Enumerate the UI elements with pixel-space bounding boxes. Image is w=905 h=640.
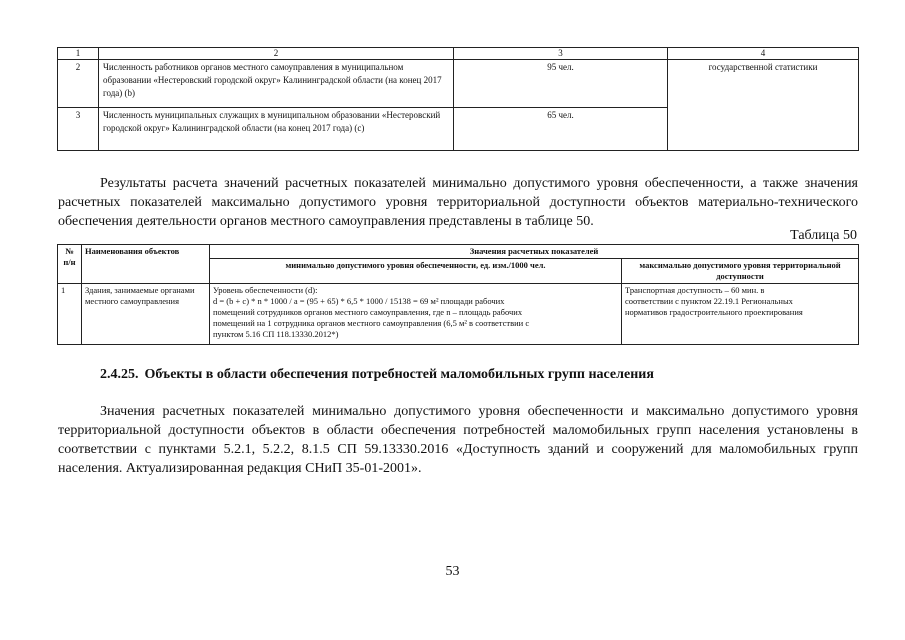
- table-caption: Таблица 50: [790, 228, 857, 243]
- section-paragraph-text: Значения расчетных показателей минимально допустимого уровня обеспеченности и максимально допустимого уровня территориальной доступности объектов в области обеспечения потребностей маломобильных групп населения установлены в соответствии с пунктами 5.2.1, 5.2.2, 8.1.5 СП 59.13330.2016 «Доступность зданий и сооружений для маломобильных групп населения. Актуализированная редакция СНиП 35-01-2001».: [58, 404, 858, 476]
- row-value: 65 чел.: [454, 108, 668, 151]
- min-level-line: помещений на 1 сотрудника органов местного самоуправления (6,5 м² в соответствии с: [213, 318, 530, 328]
- results-paragraph-text: Результаты расчета значений расчетных показателей минимально допустимого уровня обеспеченности, а также значения расчетных показателей максимально допустимого уровня территориальной доступности объектов материально-технического обеспечения деятельности органов местного самоуправления представлены в таблице 50.: [58, 176, 858, 229]
- row-number: 3: [58, 108, 99, 151]
- row-number: 2: [58, 60, 99, 108]
- section-number: 2.4.25.: [100, 367, 139, 382]
- row-name: Здания, занимаемые органами местного самоуправления: [82, 284, 210, 345]
- max-level-line: соответствии с пунктом 22.19.1 Региональных: [625, 296, 793, 306]
- max-level-line: Транспортная доступность – 60 мин. в: [625, 285, 765, 295]
- row-source: государственной статистики: [668, 60, 859, 151]
- page-number: 53: [445, 564, 460, 579]
- row-value: 95 чел.: [454, 60, 668, 108]
- min-level-line: d = (b + c) * n * 1000 / a = (95 + 65) * 6,5 * 1000 / 15138 = 69 м² площади рабочих: [213, 296, 505, 306]
- table-header-row: [58, 48, 859, 60]
- row-name: Численность работников органов местного самоуправления в муниципальном образовании «Нестеровский городской округ» Калининградской области (на конец 2017 года) (b): [99, 60, 454, 108]
- column-number-4: 4: [668, 48, 859, 60]
- column-number-2: 2: [99, 48, 454, 60]
- max-level-line: нормативов градостроительного проектирования: [625, 307, 803, 317]
- header-values-group: Значения расчетных показателей: [210, 245, 859, 259]
- section-heading: [100, 366, 654, 384]
- section-title: Объекты в области обеспечения потребностей маломобильных групп населения: [144, 367, 654, 382]
- min-level-cell: [210, 284, 622, 345]
- column-number-3: 3: [454, 48, 668, 60]
- table-row: [58, 60, 859, 108]
- column-number-1: 1: [58, 48, 99, 60]
- row-name: Численность муниципальных служащих в муниципальном образовании «Нестеровский городской округ» Калининградской области (на конец 2017 года) (c): [99, 108, 454, 151]
- header-name: Наименования объектов: [82, 245, 210, 284]
- header-num: № п/н: [58, 245, 82, 284]
- max-level-cell: [622, 284, 859, 345]
- results-paragraph: [58, 174, 858, 231]
- table-header-row: [58, 245, 859, 259]
- header-min-level: минимально допустимого уровня обеспеченности, ед. изм./1000 чел.: [210, 259, 622, 284]
- min-level-line: пунктом 5.16 СП 118.13330.2012*): [213, 329, 339, 339]
- row-number: 1: [58, 284, 82, 345]
- indicators-table: [57, 47, 859, 151]
- section-paragraph: [58, 402, 858, 478]
- table-row: [58, 284, 859, 345]
- min-level-line: помещений сотрудников органов местного самоуправления, где n – площадь рабочих: [213, 307, 523, 317]
- table-50: [57, 244, 859, 345]
- header-max-level: максимально допустимого уровня территориальной доступности: [622, 259, 859, 284]
- min-level-line: Уровень обеспеченности (d):: [213, 285, 318, 295]
